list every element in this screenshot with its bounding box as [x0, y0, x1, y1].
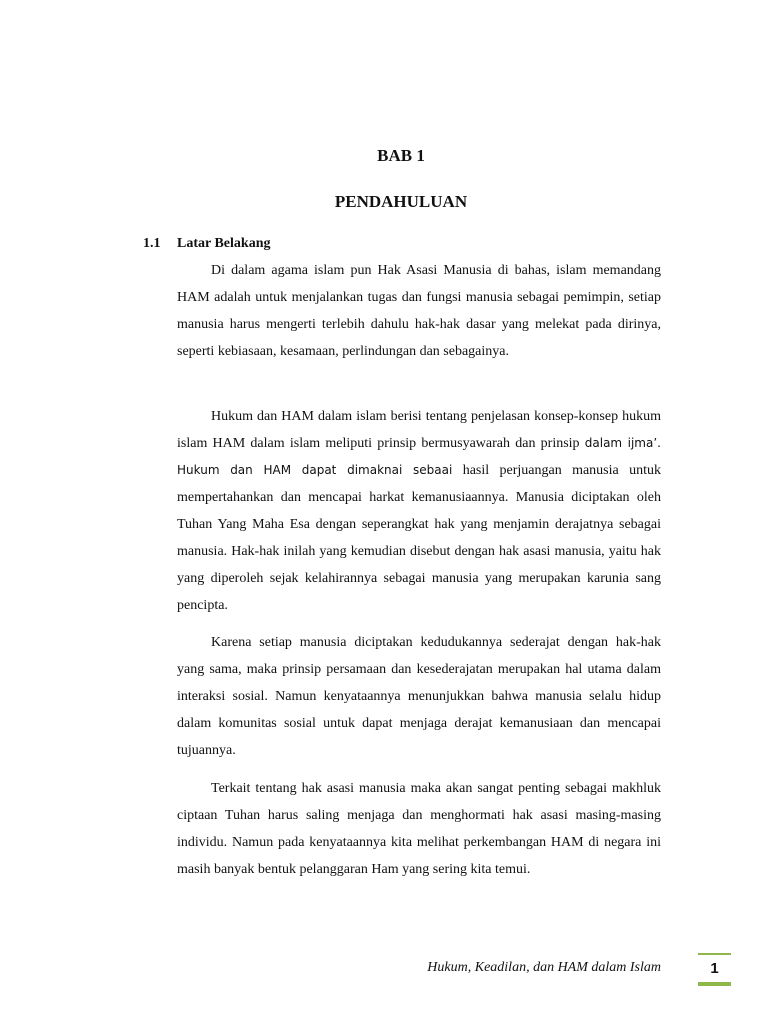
paragraph-text: Terkait tentang hak asasi manusia maka akan sangat penting sebagai makhluk ciptaan Tuhan harus saling menjaga dan menghormati hak asasi masing-masing individu. Namun pada kenyataannya kita melihat perkembangan HAM di negara ini masih banyak bentuk pelanggaran Ham yang sering kita temui. — [177, 781, 661, 877]
section-number: 1.1 — [143, 236, 161, 251]
paragraph-text-alt-font: dalam ijma’. Hukum dan HAM dapat dimaknai sebaai — [177, 436, 661, 477]
section-title: Latar Belakang — [177, 236, 271, 251]
page-number: 1 — [710, 960, 719, 977]
chapter-title: PENDAHULUAN — [334, 192, 468, 211]
paragraph-4 — [177, 775, 661, 883]
paragraph-2 — [177, 403, 661, 619]
paragraph-text-part: Hukum dan HAM dalam islam berisi tentang penjelasan konsep-konsep hukum islam HAM dalam islam meliputi prinsip bermusyawarah dan prinsip — [177, 409, 661, 451]
paragraph-text: Karena setiap manusia diciptakan kedudukannya sederajat dengan hak-hak yang sama, maka prinsip persamaan dan kesederajatan merupakan hal utama dalam interaksi sosial. Namun kenyataannya menunjukkan bahwa manusia selalu hidup dalam komunitas sosial untuk dapat menjaga derajat kemanusiaan dan mencapai tujuannya. — [177, 635, 661, 758]
paragraph-3 — [177, 629, 661, 764]
paragraph-text-part: hasil perjuangan manusia untuk mempertahankan dan mencapai harkat kemanusiaannya. Manusia diciptakan oleh Tuhan Yang Maha Esa dengan seperangkat hak yang menjamin derajatnya sebagai manusia. Hak-hak inilah yang kemudian disebut dengan hak asasi manusia, yaitu hak yang diperoleh sejak kelahirannya sebagai manusia yang merupakan karunia sang pencipta. — [177, 463, 661, 613]
page-number-box — [698, 953, 731, 986]
chapter-heading: BAB 1 — [377, 146, 425, 165]
section-heading — [143, 236, 270, 252]
paragraph-1 — [177, 257, 661, 365]
paragraph-text: Di dalam agama islam pun Hak Asasi Manusia di bahas, islam memandang HAM adalah untuk menjalankan tugas dan fungsi manusia sebagai pemimpin, setiap manusia harus mengerti terlebih dahulu hak-hak dasar yang melekat pada dirinya, seperti kebiasaan, kesamaan, perlindungan dan sebagainya. — [177, 263, 661, 359]
footer-title: Hukum, Keadilan, dan HAM dalam Islam — [427, 960, 661, 975]
paragraph-text — [177, 403, 661, 619]
